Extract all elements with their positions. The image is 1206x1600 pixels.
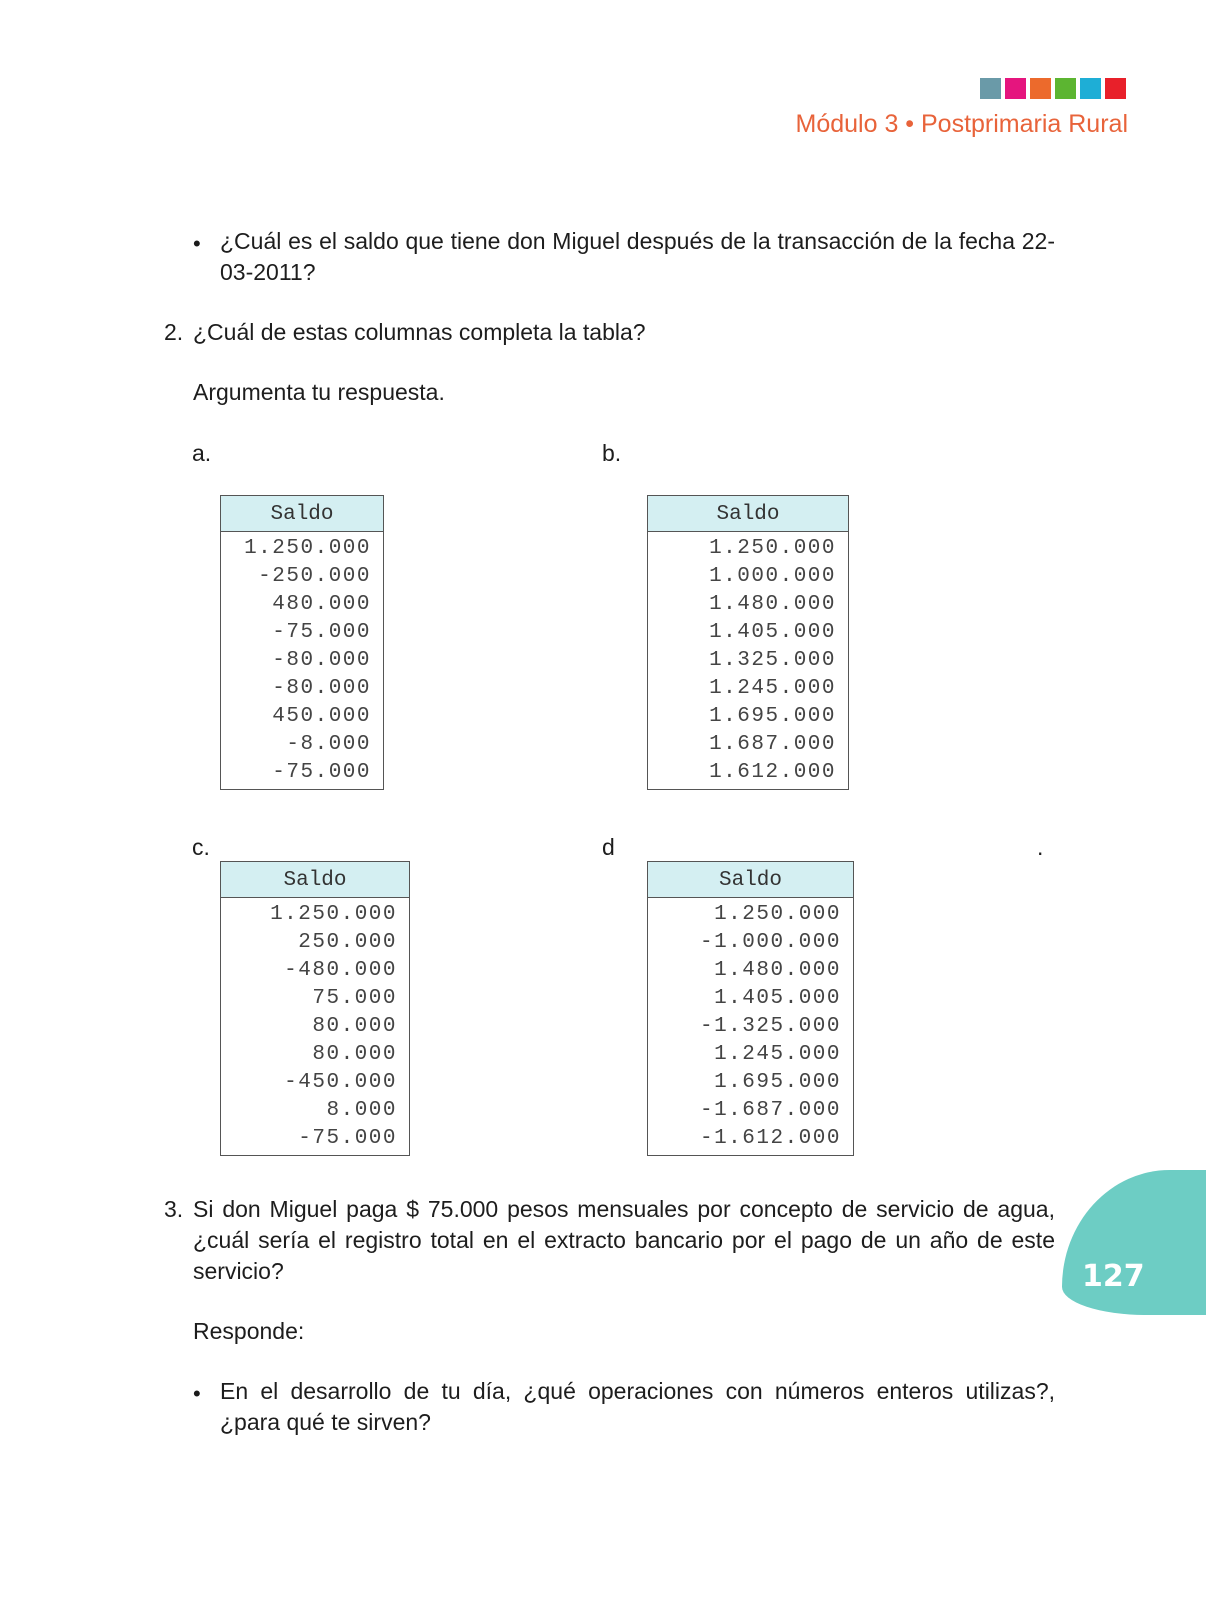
module-color-strip: [980, 78, 1126, 99]
table-row: -75.000: [272, 761, 371, 784]
table-row: -1.000.000: [699, 931, 841, 954]
color-square-2: [1005, 78, 1026, 99]
table-row: 1.480.000: [714, 959, 841, 982]
table-row: 1.245.000: [709, 677, 836, 700]
table-row: 480.000: [272, 593, 371, 616]
saldo-table-b: [647, 495, 849, 790]
table-header: Saldo: [648, 496, 848, 532]
table-row: -480.000: [284, 959, 397, 982]
color-square-3: [1030, 78, 1051, 99]
color-square-4: [1055, 78, 1076, 99]
question-3-number: 3.: [164, 1196, 184, 1222]
table-header: Saldo: [221, 862, 409, 898]
table-row: 8.000: [326, 1099, 397, 1122]
question-1-bullet-text: ¿Cuál es el saldo que tiene don Miguel después de la transacción de la fecha 22-03-2011?: [220, 228, 1055, 285]
table-header: Saldo: [221, 496, 383, 532]
page-number: 127: [1082, 1259, 1145, 1294]
module-title: Módulo 3 • Postprimaria Rural: [795, 110, 1128, 138]
table-row: 1.695.000: [714, 1071, 841, 1094]
color-square-6: [1105, 78, 1126, 99]
bullet-marker: •: [193, 231, 201, 256]
final-bullet-text: En el desarrollo de tu día, ¿qué operaciones con números enteros utilizas?, ¿para qué te sirven?: [220, 1378, 1055, 1435]
table-row: 1.250.000: [714, 903, 841, 926]
option-b-label: b.: [602, 440, 622, 466]
table-row: 1.405.000: [714, 987, 841, 1010]
question-2-text: ¿Cuál de estas columnas completa la tabla?: [193, 319, 646, 345]
saldo-table-d: [647, 861, 854, 1156]
question-3-instruction: Responde:: [193, 1318, 305, 1344]
option-d-trailing-dot: .: [1037, 834, 1044, 860]
table-row: 1.687.000: [709, 733, 836, 756]
table-row: -80.000: [272, 649, 371, 672]
question-3-text: Si don Miguel paga $ 75.000 pesos mensuales por concepto de servicio de agua, ¿cuál sería el registro total en el extracto bancario por el pago de un año de este servicio?: [193, 1196, 1055, 1284]
color-square-1: [980, 78, 1001, 99]
table-row: -1.325.000: [699, 1015, 841, 1038]
question-2-number: 2.: [164, 319, 184, 345]
saldo-table-a: [220, 495, 384, 790]
table-row: 1.250.000: [244, 537, 371, 560]
table-row: -75.000: [272, 621, 371, 644]
table-row: -450.000: [284, 1071, 397, 1094]
table-row: 1.405.000: [709, 621, 836, 644]
question-2-instruction: Argumenta tu respuesta.: [193, 379, 445, 405]
table-row: -75.000: [298, 1127, 397, 1150]
table-row: 250.000: [298, 931, 397, 954]
saldo-table-c: [220, 861, 410, 1156]
option-d-label: d: [602, 834, 615, 860]
table-row: 1.250.000: [709, 537, 836, 560]
bullet-marker: •: [193, 1381, 201, 1406]
table-row: 1.250.000: [270, 903, 397, 926]
table-row: 1.000.000: [709, 565, 836, 588]
table-row: 80.000: [312, 1015, 397, 1038]
table-row: -250.000: [258, 565, 371, 588]
table-row: 75.000: [312, 987, 397, 1010]
option-a-label: a.: [192, 440, 212, 466]
table-row: 1.612.000: [709, 761, 836, 784]
table-row: 1.325.000: [709, 649, 836, 672]
table-row: 80.000: [312, 1043, 397, 1066]
table-row: -1.687.000: [699, 1099, 841, 1122]
table-row: 1.480.000: [709, 593, 836, 616]
table-row: 450.000: [272, 705, 371, 728]
table-row: -80.000: [272, 677, 371, 700]
color-square-5: [1080, 78, 1101, 99]
table-row: -1.612.000: [699, 1127, 841, 1150]
option-c-label: c.: [192, 834, 210, 860]
table-header: Saldo: [648, 862, 853, 898]
table-row: 1.245.000: [714, 1043, 841, 1066]
table-row: 1.695.000: [709, 705, 836, 728]
table-row: -8.000: [286, 733, 371, 756]
